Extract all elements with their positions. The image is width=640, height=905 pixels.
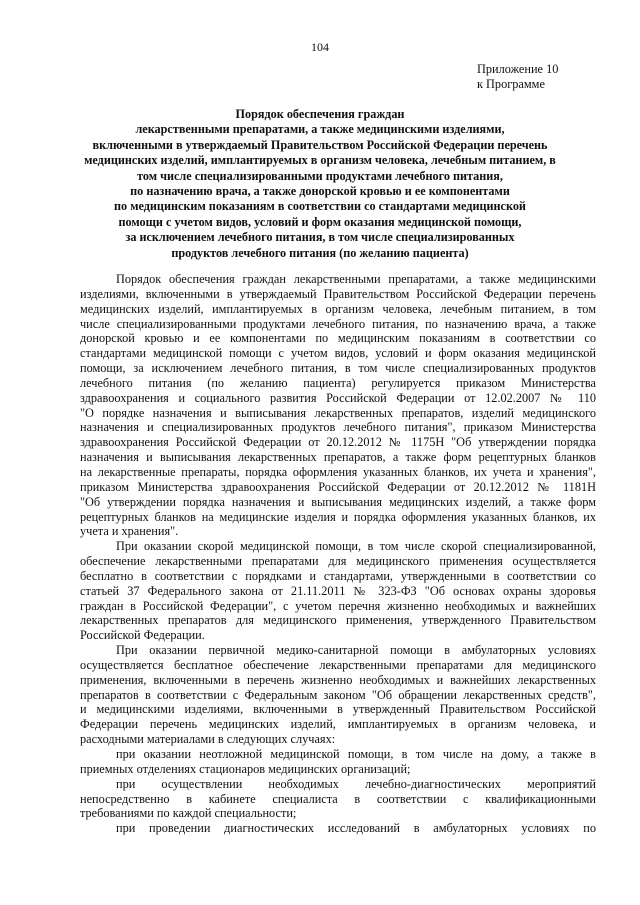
- appendix-reference: [477, 62, 558, 92]
- body-line: назначения и выписывания лекарственных препаратов, а также форм рецептурных бланков: [80, 450, 596, 465]
- appendix-line: к Программе: [477, 77, 545, 91]
- body-line: осуществляется бесплатное обеспечение лекарственными препаратами для медицинского: [80, 657, 596, 672]
- title-line: помощи с учетом видов, условий и форм оказания медицинской помощи,: [118, 214, 522, 229]
- body-line: и медицинскими изделиями, включенными в утвержденный Правительством Российской: [80, 702, 596, 717]
- body-line: требованиями по каждой специальности;: [80, 806, 297, 821]
- title-line: медицинских изделий, имплантируемых в организм человека, лечебным питанием, в: [84, 153, 556, 168]
- body-paragraph: [80, 272, 596, 539]
- title-line: том числе специализированными продуктами лечебного питания,: [137, 168, 503, 183]
- body-paragraph: [80, 643, 596, 747]
- body-line: граждан в Российской Федерации", с учетом перечня жизненно необходимых и важнейших: [80, 598, 596, 613]
- body-line: стандартами медицинской помощи с учетом видов, условий и форм оказания медицинской: [80, 346, 596, 361]
- body-line: здравоохранения и социального развития Российской Федерации от 12.02.2007 № 110: [80, 390, 596, 405]
- body-line: изделиями, включенными в утверждаемый Правительством Российской Федерации перечень: [80, 286, 596, 301]
- body-line: медицинских изделий, имплантируемых в организм человека, лечебным питанием, в том: [80, 301, 596, 316]
- body-line: Российской Федерации.: [80, 628, 205, 643]
- appendix-line: Приложение 10: [477, 62, 559, 76]
- body-line: приказом Министерства здравоохранения Российской Федерации от 20.12.2012 № 1181Н: [80, 479, 596, 494]
- body-line: препаратов в соответствии с Федеральным законом "Об обращении лекарственных средств",: [80, 687, 596, 702]
- body-line: При оказании скорой медицинской помощи, в том числе скорой специализированной,: [116, 539, 596, 554]
- body-line: при оказании неотложной медицинской помощи, в том числе на дому, а также в: [116, 747, 596, 761]
- body-line: бесплатно в соответствии с порядками и стандартами, утвержденными в соответствии со: [80, 568, 596, 583]
- body-line: "О порядке назначения и выписывания лекарственных препаратов, изделий медицинского: [80, 405, 596, 420]
- title-line: за исключением лечебного питания, в том числе специализированных: [125, 230, 515, 245]
- body-line: здравоохранения Российской Федерации от 20.12.2012 № 1175Н "Об утверждении порядка: [80, 435, 596, 450]
- body-line: При оказании первичной медико-санитарной помощи в амбулаторных условиях: [116, 643, 596, 658]
- body-line: на лекарственные препараты, порядка оформления указанных бланков, их учета и хранения",: [80, 464, 596, 479]
- body-line: при осуществлении необходимых лечебно-диагностических мероприятий: [116, 776, 596, 791]
- title-line: продуктов лечебного питания (по желанию пациента): [171, 245, 469, 260]
- document-body: [80, 272, 596, 836]
- list-item: [80, 777, 596, 822]
- body-line: лекарственных препаратов для медицинского применения, утвержденного Правительством: [80, 613, 596, 628]
- title-line: включенными в утверждаемый Правительством Российской Федерации перечень: [92, 137, 548, 152]
- body-line: при проведении диагностических исследований в амбулаторных условиях по: [116, 821, 596, 836]
- body-line: числе специализированными продуктами лечебного питания, по назначению врача, а также: [80, 316, 596, 331]
- body-line: применения, включенными в перечень жизненно необходимых и важнейших лекарственных: [80, 672, 596, 687]
- title-line: лекарственными препаратами, а также медицинскими изделиями,: [135, 122, 505, 137]
- body-line: донорской кровью и ее компонентами по медицинским показаниям в соответствии со: [80, 331, 596, 346]
- body-line: расходными материалами в следующих случаях:: [80, 732, 336, 747]
- body-line: статьей 37 Федерального закона от 21.11.2011 № 323-ФЗ "Об основах охраны здоровья: [80, 583, 596, 598]
- body-line: обеспечение лекарственными препаратами для медицинского применения осуществляется: [80, 554, 596, 569]
- body-line: "Об утверждении порядка назначения и выписывания медицинских изделий, а также форм: [80, 494, 596, 509]
- title-line: Порядок обеспечения граждан: [235, 107, 405, 121]
- body-line: Федерации перечень медицинских изделий, имплантируемых в организм человека, и: [80, 717, 596, 732]
- body-line: рецептурных бланков на медицинские изделия и порядка оформления указанных бланков, их: [80, 509, 596, 524]
- body-paragraph: [80, 539, 596, 643]
- title-line: по назначению врача, а также донорской кровью и ее компонентами: [130, 184, 510, 199]
- body-line: приемных отделениях стационаров медицинских организаций;: [80, 761, 411, 776]
- list-item: [80, 747, 596, 777]
- body-line: лечебного питания (по желанию пациента) регулируется приказом Министерства: [80, 375, 596, 390]
- body-line: Порядок обеспечения граждан лекарственными препаратами, а также медицинскими: [116, 272, 596, 286]
- page-number: 104: [311, 40, 329, 54]
- body-line: назначения и специализированных продуктов лечебного питания", приказом Министерства: [80, 420, 596, 435]
- document-title: [80, 107, 560, 261]
- body-line: учета и хранения".: [80, 524, 179, 539]
- body-line: помощи, за исключением лечебного питания, в том числе специализированных продуктов: [80, 361, 596, 376]
- list-item: [80, 821, 596, 836]
- title-line: по медицинским показаниям в соответствии со стандартами медицинской: [114, 199, 526, 214]
- body-line: непосредственно в кабинете специалиста в соответствии с квалификационными: [80, 791, 596, 806]
